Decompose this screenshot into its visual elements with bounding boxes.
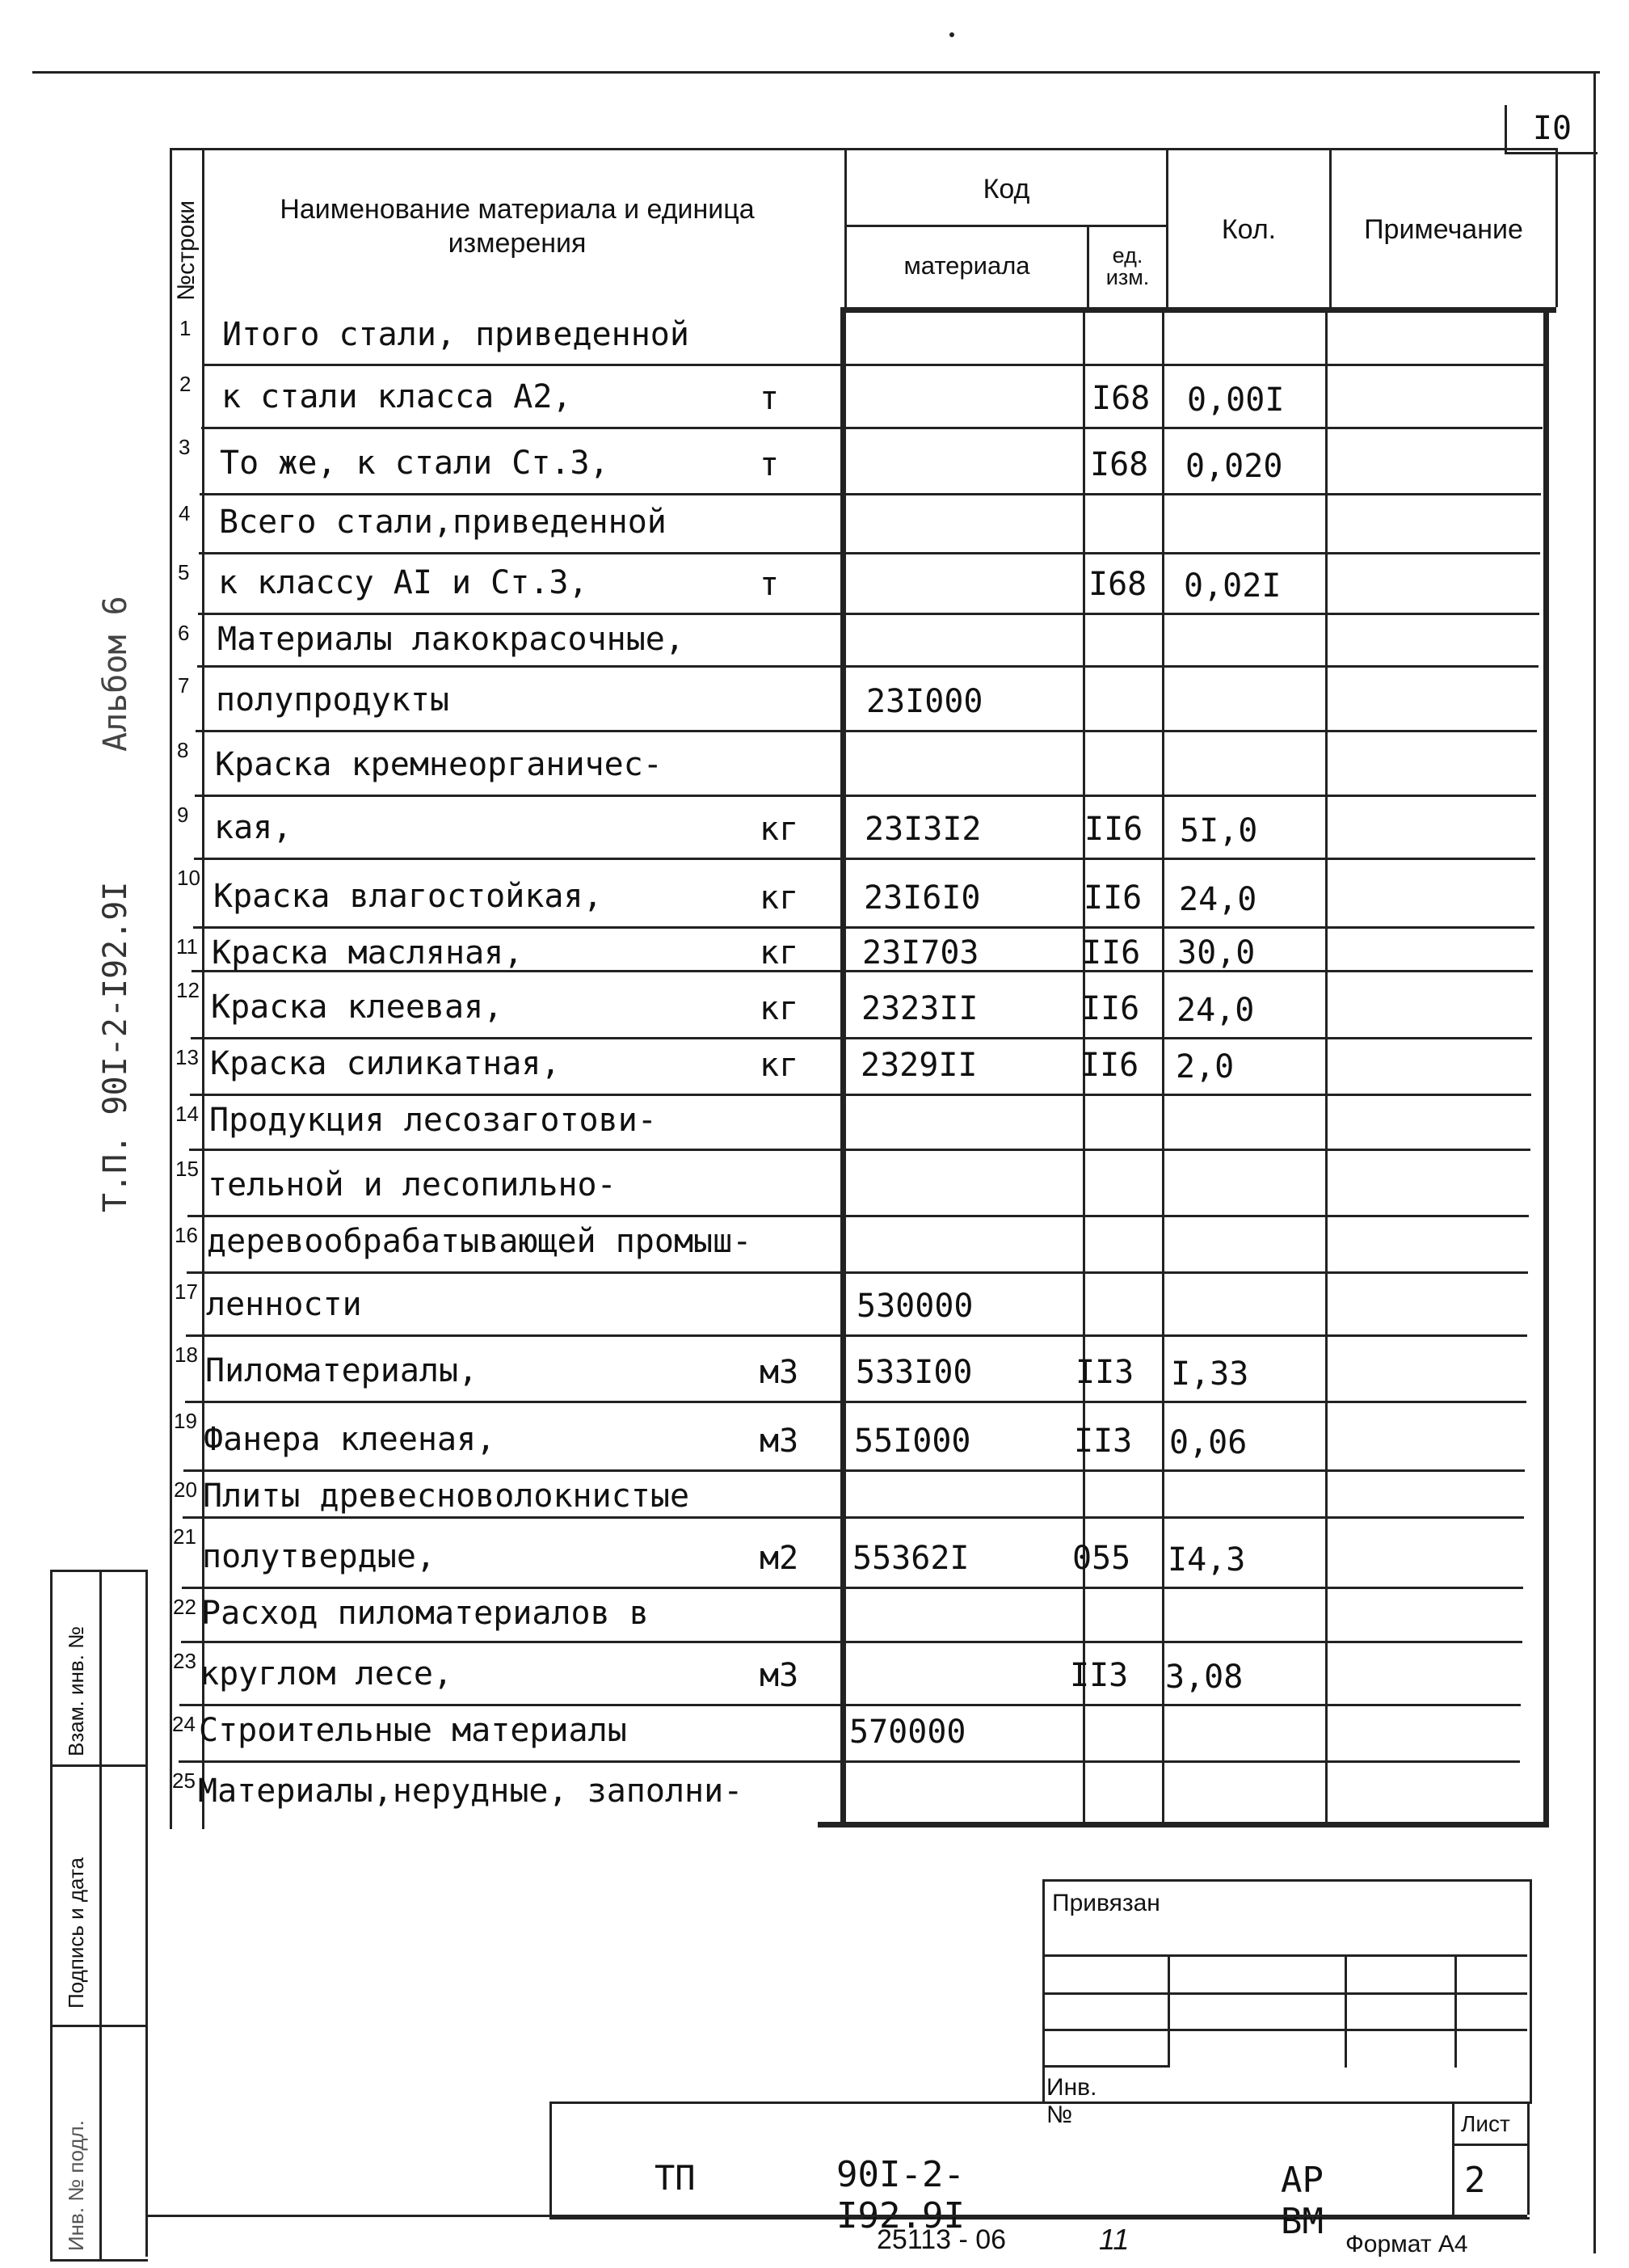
row-code: 570000 xyxy=(849,1714,966,1751)
row-name: круглом лесе, xyxy=(200,1655,453,1693)
table-row xyxy=(0,1336,1560,1402)
row-unit-code: 055 xyxy=(1072,1540,1131,1577)
row-name: к классу АI и Ст.3, xyxy=(218,564,588,601)
row-quantity: 30,0 xyxy=(1177,934,1256,972)
table-row xyxy=(0,1216,1560,1273)
row-quantity: 3,08 xyxy=(1165,1659,1244,1696)
row-name: Плиты древесноволокнистые xyxy=(203,1478,690,1515)
table-row xyxy=(0,1518,1560,1588)
row-code: 533I00 xyxy=(856,1354,973,1391)
row-name: Краска кремнеорганичес- xyxy=(215,746,663,783)
row-name: Всего стали,приведенной xyxy=(219,504,667,541)
row-number: 15 xyxy=(175,1157,199,1181)
table-row xyxy=(0,1705,1560,1762)
row-code: 55362I xyxy=(852,1540,970,1577)
left-stamp xyxy=(50,1570,148,2262)
row-unit-code: II3 xyxy=(1070,1657,1129,1694)
row-name: Итого стали, приведенной xyxy=(222,316,689,353)
inv-podl-label: Инв. № подл. xyxy=(64,2120,88,2251)
row-number: 23 xyxy=(173,1649,196,1673)
row-name: ленности xyxy=(206,1286,362,1323)
table-row xyxy=(0,1095,1560,1150)
row-number: 20 xyxy=(174,1478,197,1502)
row-number: 17 xyxy=(175,1279,198,1304)
row-name: То же, к стали Ст.3, xyxy=(220,445,609,482)
signature-date-label: Подпись и дата xyxy=(64,1857,88,2009)
row-code: 55I000 xyxy=(854,1423,971,1460)
row-name: Краска масляная, xyxy=(212,934,524,972)
table-row xyxy=(0,428,1560,495)
table-row xyxy=(0,310,1560,365)
row-unit-code: I68 xyxy=(1088,566,1147,603)
row-number: 4 xyxy=(179,501,191,525)
left-stamp-edge xyxy=(145,1570,148,2257)
copy-number: 11 xyxy=(1099,2223,1130,2256)
format-label: Формат А4 xyxy=(1345,2231,1468,2257)
row-name: Материалы лакокрасочные, xyxy=(217,621,684,658)
row-number: 21 xyxy=(173,1524,196,1549)
table-row xyxy=(0,1471,1560,1518)
row-code: 23I703 xyxy=(862,934,979,972)
table-row xyxy=(0,972,1560,1039)
row-no-header: №строки xyxy=(173,200,200,301)
row-quantity: 5I,0 xyxy=(1180,812,1258,849)
dot-mark xyxy=(949,32,954,37)
row-number: 7 xyxy=(178,673,190,698)
row-name: Краска клеевая, xyxy=(211,989,503,1026)
row-unit: кг xyxy=(760,1047,799,1084)
qty-header: Кол. xyxy=(1221,213,1277,245)
row-quantity: 0,020 xyxy=(1185,448,1283,485)
table-row xyxy=(0,614,1560,667)
row-unit-code: II6 xyxy=(1084,811,1143,848)
table-row xyxy=(0,1642,1560,1705)
note-header: Примечание xyxy=(1364,213,1523,245)
row-number: 3 xyxy=(179,435,191,459)
row-quantity: I4,3 xyxy=(1168,1541,1246,1579)
row-number: 24 xyxy=(172,1712,196,1736)
row-name: тельной и лесопильно- xyxy=(208,1166,617,1204)
row-unit-code: II6 xyxy=(1080,1047,1139,1084)
row-unit-code: II3 xyxy=(1075,1354,1134,1391)
row-number: 13 xyxy=(175,1045,199,1069)
row-unit: т xyxy=(760,380,780,417)
privyazan-label: Привязан xyxy=(1052,1890,1160,1916)
table-row xyxy=(0,495,1560,554)
row-quantity: 0,06 xyxy=(1169,1424,1248,1461)
table-row xyxy=(0,1150,1560,1216)
row-name: деревообрабатывающей промыш- xyxy=(207,1223,752,1260)
row-unit: кг xyxy=(760,934,799,972)
row-quantity: 0,02I xyxy=(1184,567,1282,605)
row-quantity: 24,0 xyxy=(1179,881,1257,918)
row-unit: м2 xyxy=(760,1540,799,1577)
row-unit: т xyxy=(760,566,780,603)
row-unit-code: II6 xyxy=(1081,990,1140,1027)
row-code: 2323II xyxy=(861,990,979,1027)
section-code: АР ВМ xyxy=(1281,2160,1324,2242)
top-border xyxy=(32,71,1600,74)
row-unit-code: I68 xyxy=(1092,380,1151,417)
album-label: Альбом 6 xyxy=(97,596,134,752)
row-name: Пиломатериалы, xyxy=(205,1352,478,1389)
row-number: 11 xyxy=(176,934,198,959)
row-number: 12 xyxy=(176,978,200,1002)
row-unit: кг xyxy=(760,879,799,917)
row-quantity: 24,0 xyxy=(1176,992,1255,1029)
row-code: 23I6I0 xyxy=(864,879,981,917)
row-name: полутвердые, xyxy=(202,1538,436,1575)
row-unit: м3 xyxy=(760,1423,799,1460)
row-name: Фанера клееная, xyxy=(204,1421,496,1458)
row-number: 1 xyxy=(179,316,192,340)
row-unit-code: I68 xyxy=(1090,446,1149,483)
tp-label: ТП xyxy=(655,2158,696,2198)
table-row xyxy=(0,1402,1560,1471)
row-unit-code: II6 xyxy=(1084,879,1143,917)
row-quantity: I,33 xyxy=(1171,1355,1249,1393)
row-name: Строительные материалы xyxy=(199,1712,627,1749)
name-header: Наименование материала и единица измерения xyxy=(280,193,755,259)
row-number: 18 xyxy=(175,1343,198,1367)
row-unit: кг xyxy=(760,811,799,848)
row-number: 5 xyxy=(178,560,190,584)
order-number: 25113 - 06 xyxy=(877,2224,1007,2255)
row-number: 6 xyxy=(178,621,190,645)
table-row xyxy=(0,731,1560,796)
row-number: 2 xyxy=(179,372,192,396)
row-number: 25 xyxy=(172,1768,196,1793)
row-number: 14 xyxy=(175,1102,199,1126)
row-name: Краска силикатная, xyxy=(210,1045,561,1082)
page-number: I0 xyxy=(1505,105,1597,154)
tp-side-label: Т.П. 90I-2-I92.9I xyxy=(97,881,134,1212)
table-row xyxy=(0,365,1560,428)
row-unit-code: II6 xyxy=(1082,934,1141,972)
row-number: 22 xyxy=(173,1595,196,1619)
table-row xyxy=(0,1588,1560,1642)
row-name: Краска влагостойкая, xyxy=(213,878,603,915)
row-name: кая, xyxy=(214,809,293,846)
vzam-inv-label: Взам. инв. № xyxy=(64,1625,88,1756)
row-name: Расход пиломатериалов в xyxy=(201,1595,649,1632)
row-code: 530000 xyxy=(857,1288,974,1325)
row-number: 19 xyxy=(174,1409,197,1433)
table-row xyxy=(0,928,1560,972)
row-code: 23I3I2 xyxy=(865,811,982,848)
bottom-border xyxy=(145,2215,1527,2217)
row-code: 23I000 xyxy=(866,683,983,720)
row-unit: м3 xyxy=(760,1354,799,1391)
right-border xyxy=(1593,71,1596,2253)
table-row xyxy=(0,1039,1560,1095)
row-name: к стали класса А2, xyxy=(221,378,572,415)
row-quantity: 0,00I xyxy=(1187,382,1285,419)
row-quantity: 2,0 xyxy=(1176,1048,1235,1086)
code-unit-header: ед. изм. xyxy=(1105,242,1150,289)
code-header: Код xyxy=(983,173,1030,204)
row-unit: м3 xyxy=(760,1657,799,1694)
row-unit: кг xyxy=(760,990,799,1027)
row-unit: т xyxy=(760,446,780,483)
row-number: 8 xyxy=(177,738,189,762)
list-label: Лист xyxy=(1461,2111,1510,2136)
row-code: 2329II xyxy=(861,1047,978,1084)
row-number: 9 xyxy=(177,803,189,827)
doc-code: 90I-2-I92.9I xyxy=(836,2154,965,2236)
table-row xyxy=(0,1273,1560,1336)
inv-no-label: Инв. № xyxy=(1046,2074,1097,2128)
row-number: 10 xyxy=(177,866,200,890)
list-number: 2 xyxy=(1464,2160,1486,2201)
table-row xyxy=(0,667,1560,731)
row-name: Материалы,нерудные, заполни- xyxy=(198,1773,743,1810)
row-number: 16 xyxy=(175,1223,198,1247)
code-material-header: материала xyxy=(903,251,1030,280)
table-row xyxy=(0,796,1560,859)
row-name: Продукция лесозаготови- xyxy=(209,1102,657,1139)
table-row xyxy=(0,859,1560,928)
row-name: полупродукты xyxy=(216,681,449,719)
table-row xyxy=(0,1762,1560,1823)
row-unit-code: II3 xyxy=(1074,1423,1133,1460)
table-row xyxy=(0,554,1560,614)
